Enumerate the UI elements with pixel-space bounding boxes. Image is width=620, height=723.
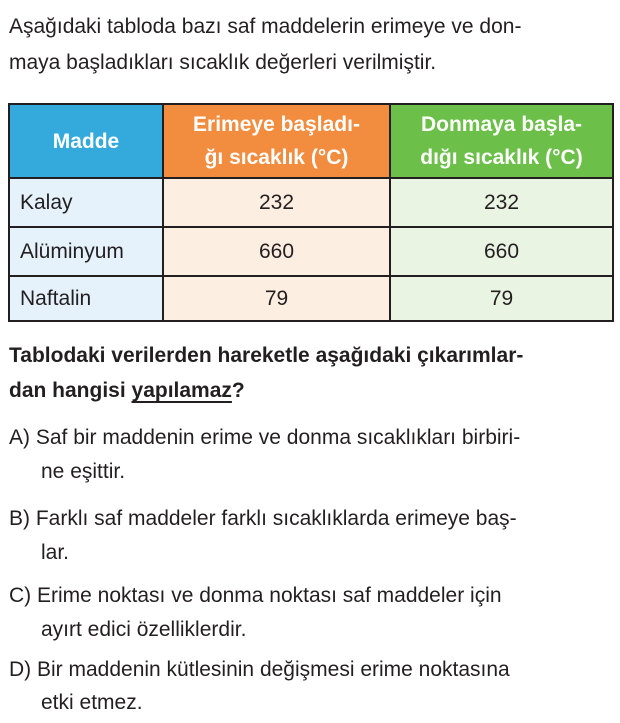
- header-erime-line-1: Erimeye başladı-: [193, 113, 360, 136]
- header-madde: Madde: [10, 105, 162, 177]
- question-prefix: dan hangisi: [9, 379, 132, 402]
- melting-freezing-table: [8, 103, 614, 322]
- option-a-line-2[interactable]: ne eşittir.: [41, 460, 126, 483]
- header-erime: [162, 105, 389, 177]
- option-a-line-1[interactable]: A) Saf bir maddenin erime ve donma sıcaklıkları birbiri-: [9, 426, 521, 449]
- question-emphasis: yapılamaz: [131, 379, 232, 402]
- option-b-line-2[interactable]: lar.: [41, 541, 70, 564]
- question-line-1: Tablodaki verilerden hareketle aşağıdaki çıkarımlar-: [9, 344, 524, 367]
- row-kalay-name: Kalay: [10, 177, 162, 226]
- row-naftalin-melt: 79: [162, 275, 389, 320]
- header-donma-line-2: dığı sıcaklık (°C): [420, 146, 583, 169]
- row-kalay-freeze: 232: [389, 177, 612, 226]
- question-line-2: [9, 378, 245, 404]
- header-donma-line-1: Donmaya başla-: [420, 113, 583, 136]
- header-donma: [389, 105, 612, 177]
- option-b-line-1[interactable]: B) Farklı saf maddeler farklı sıcaklıklarda erimeye baş-: [9, 507, 517, 530]
- row-aluminyum-freeze: 660: [389, 226, 612, 275]
- intro-line-1: Aşağıdaki tabloda bazı saf maddelerin erimeye ve don-: [9, 15, 522, 38]
- option-c-line-2[interactable]: ayırt edici özelliklerdir.: [41, 618, 247, 641]
- option-d-line-1[interactable]: D) Bir maddenin kütlesinin değişmesi erime noktasına: [9, 658, 510, 681]
- row-aluminyum-name: Alüminyum: [10, 226, 162, 275]
- option-d-line-2[interactable]: etki etmez.: [41, 691, 143, 714]
- row-kalay-melt: 232: [162, 177, 389, 226]
- header-erime-line-2: ğı sıcaklık (°C): [204, 146, 349, 169]
- row-naftalin-name: Naftalin: [10, 275, 162, 320]
- question-suffix: ?: [231, 379, 245, 402]
- row-naftalin-freeze: 79: [389, 275, 612, 320]
- intro-line-2: maya başladıkları sıcaklık değerleri verilmiştir.: [9, 51, 437, 74]
- row-aluminyum-melt: 660: [162, 226, 389, 275]
- option-c-line-1[interactable]: C) Erime noktası ve donma noktası saf maddeler için: [9, 584, 502, 607]
